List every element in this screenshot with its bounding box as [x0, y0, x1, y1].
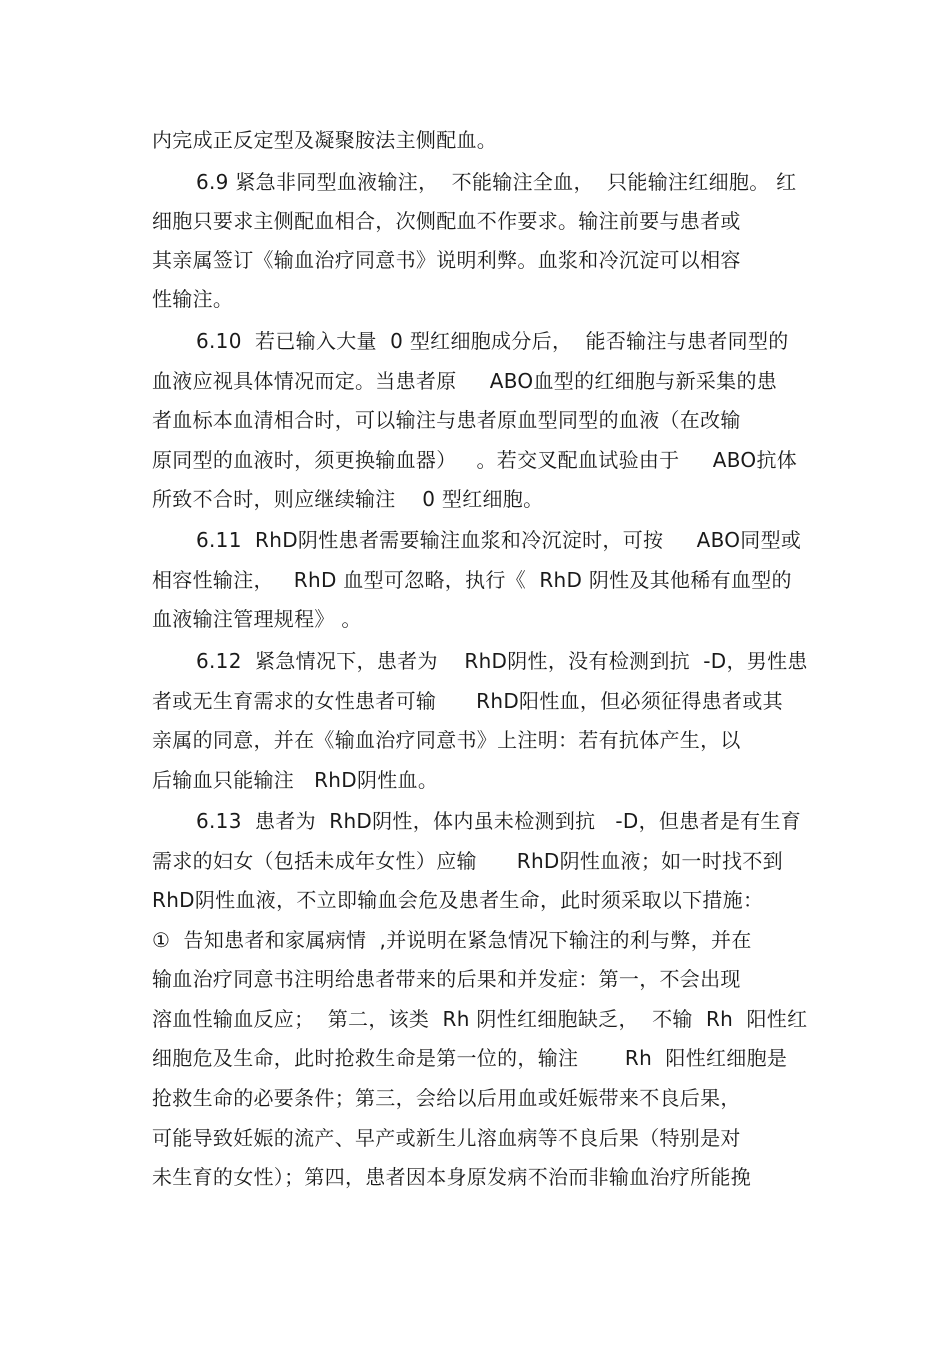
- text-line: 细胞只要求主侧配血相合，次侧配血不作要求。输注前要与患者或: [152, 209, 741, 233]
- text-line: 原同型的血液时，须更换输血器） 。若交叉配血试验由于 ABO抗体: [152, 448, 798, 472]
- section-6-12-heading-line: 6.12 紧急情况下，患者为 RhD阴性，没有检测到抗 -D，男性患: [196, 649, 808, 673]
- text-line: 内完成正反定型及凝聚胺法主侧配血。: [152, 128, 498, 152]
- text-line: 细胞危及生命，此时抢救生命是第一位的，输注 Rh 阳性红细胞是: [152, 1046, 788, 1070]
- text-line: 未生育的女性）；第四，患者因本身原发病不治而非输血治疗所能挽: [152, 1165, 751, 1189]
- text-line: 输血治疗同意书注明给患者带来的后果和并发症：第一，不会出现: [152, 967, 741, 991]
- text-line: 相容性输注， RhD 血型可忽略，执行《 RhD 阴性及其他稀有血型的: [152, 568, 792, 592]
- text-line: 性输注。: [152, 287, 234, 311]
- section-6-13-heading-line: 6.13 患者为 RhD阴性，体内虽未检测到抗 -D，但患者是有生育: [196, 809, 802, 833]
- text-line: 抢救生命的必要条件；第三，会给以后用血或妊娠带来不良后果，: [152, 1086, 741, 1110]
- text-line: 血液应视具体情况而定。当患者原 ABO血型的红细胞与新采集的患: [152, 369, 778, 393]
- text-line: 者或无生育需求的女性患者可输 RhD阳性血，但必须征得患者或其: [152, 689, 783, 713]
- text-line: 后输血只能输注 RhD阴性血。: [152, 768, 439, 792]
- text-line: 其亲属签订《输血治疗同意书》说明利弊。血浆和冷沉淀可以相容: [152, 248, 741, 272]
- section-6-11-heading-line: 6.11 RhD阴性患者需要输注血浆和冷沉淀时，可按 ABO同型或: [196, 528, 802, 552]
- text-line: 所致不合时，则应继续输注 0 型红细胞。: [152, 487, 544, 511]
- text-line: 需求的妇女（包括未成年女性）应输 RhD阴性血液；如一时找不到: [152, 849, 783, 873]
- text-line: ① 告知患者和家属病情 ,并说明在紧急情况下输注的利与弊，并在: [152, 928, 752, 952]
- text-line: RhD阴性血液，不立即输血会危及患者生命，此时须采取以下措施：: [152, 888, 764, 912]
- text-line: 亲属的同意，并在《输血治疗同意书》上注明：若有抗体产生，以: [152, 728, 741, 752]
- section-6-10-heading-line: 6.10 若已输入大量 0 型红细胞成分后， 能否输注与患者同型的: [196, 329, 789, 353]
- text-line: 溶血性输血反应； 第二，该类 Rh 阴性红细胞缺乏， 不输 Rh 阳性红: [152, 1007, 808, 1031]
- text-line: 血液输注管理规程》 。: [152, 607, 362, 631]
- text-line: 可能导致妊娠的流产、早产或新生儿溶血病等不良后果（特别是对: [152, 1126, 741, 1150]
- section-6-9-heading-line: 6.9 紧急非同型血液输注， 不能输注全血， 只能输注红细胞。 红: [196, 170, 797, 194]
- text-line: 者血标本血清相合时，可以输注与患者原血型同型的血液（在改输: [152, 408, 741, 432]
